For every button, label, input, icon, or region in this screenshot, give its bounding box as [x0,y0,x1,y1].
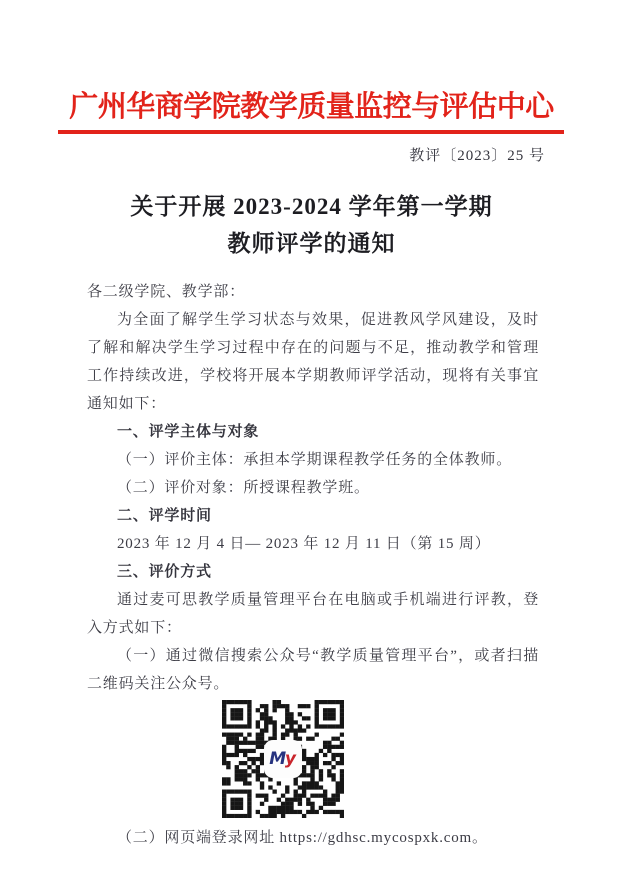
body-paragraph: 通过麦可思教学质量管理平台在电脑或手机端进行评教，登入方式如下： [87,592,539,636]
notice-title-line2: 教师评学的通知 [227,231,396,256]
body-paragraph: （一）通过微信搜索公众号“教学质量管理平台”，或者扫描二维码关注公众号。 [87,648,539,692]
body-paragraph: 为全面了解学生学习状态与效果，促进教风学风建设，及时了解和解决学生学习过程中存在的问题与不足，推动教学和管理工作持续改进，学校将开展本学期教师评学活动，现将有关事宜通知如下： [87,312,539,412]
qr-center-logo [266,742,300,776]
letterhead-org-title: 广州华商学院教学质量监控与评估中心 [69,91,554,123]
notice-title-line1: 关于开展 2023-2024 学年第一学期 [130,194,493,219]
body-paragraph: 各二级学院、教学部： [87,284,246,300]
section-heading: 三、评价方式 [117,563,212,580]
body-paragraph: （一）评价主体：承担本学期课程教学任务的全体教师。 [117,452,513,468]
section-heading: 二、评学时间 [117,507,212,524]
qr-code [222,700,344,818]
body-paragraph: （二）网页端登录网址 https://gdhsc.mycospxk.com。 [117,830,488,846]
document-number: 教评〔2023〕25 号 [409,148,545,164]
letterhead-divider [58,130,564,134]
notice-title [0,188,623,262]
body-paragraph: 2023 年 12 月 4 日— 2023 年 12 月 11 日（第 15 周） [117,536,491,552]
body-paragraph: （二）评价对象：所授课程教学班。 [117,480,370,496]
qr-logo-letter-y: y [284,748,297,769]
section-heading: 一、评学主体与对象 [117,423,260,440]
qr-logo-letter-m: M [269,748,287,769]
notice-body [87,278,539,852]
